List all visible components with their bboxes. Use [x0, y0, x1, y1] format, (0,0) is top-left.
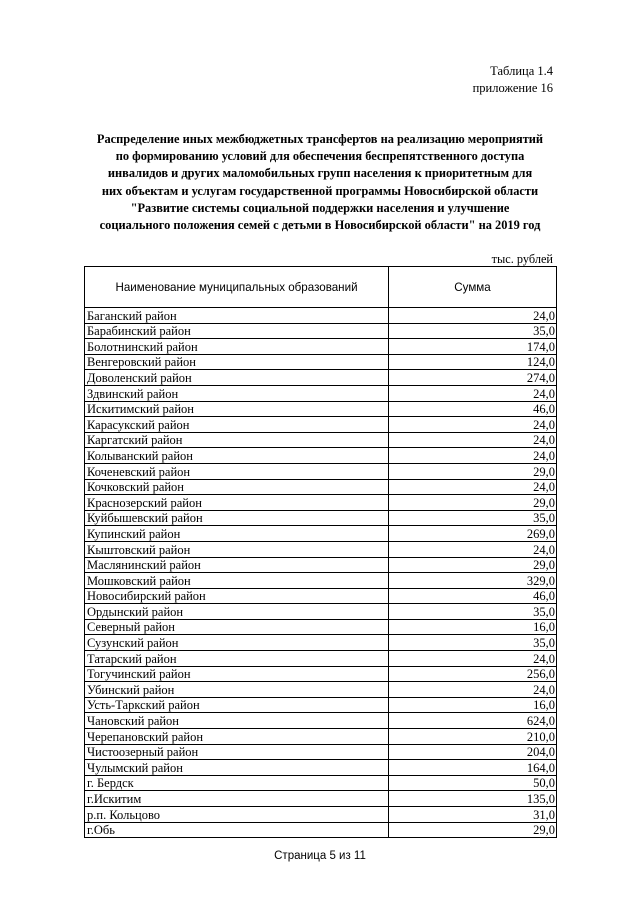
table-row	[85, 417, 557, 433]
title-line: по формированию условий для обеспечения беспрепятственного доступа	[115, 149, 525, 164]
table-row	[85, 510, 557, 526]
municipality-name-cell: Искитимский район	[85, 401, 389, 417]
sum-cell: 624,0	[389, 713, 557, 729]
sum-cell: 24,0	[389, 308, 557, 324]
table-row	[85, 323, 557, 339]
table-number: Таблица 1.4	[490, 64, 553, 78]
sum-cell: 164,0	[389, 760, 557, 776]
municipality-name-cell: Колыванский район	[85, 448, 389, 464]
table-row	[85, 635, 557, 651]
sum-cell: 29,0	[389, 557, 557, 573]
sum-cell: 35,0	[389, 635, 557, 651]
municipality-name-cell: Барабинский район	[85, 323, 389, 339]
table-row	[85, 339, 557, 355]
sum-cell: 24,0	[389, 479, 557, 495]
table-body	[85, 308, 557, 838]
sum-cell: 35,0	[389, 604, 557, 620]
municipality-name-cell: г.Искитим	[85, 791, 389, 807]
municipality-name-cell: Карасукский район	[85, 417, 389, 433]
table-row	[85, 526, 557, 542]
table-row	[85, 807, 557, 823]
document-title	[82, 131, 558, 234]
sum-cell: 16,0	[389, 619, 557, 635]
municipality-name-cell: Убинский район	[85, 682, 389, 698]
sum-cell: 256,0	[389, 666, 557, 682]
sum-cell: 24,0	[389, 651, 557, 667]
sum-cell: 174,0	[389, 339, 557, 355]
sum-cell: 135,0	[389, 791, 557, 807]
sum-cell: 124,0	[389, 354, 557, 370]
sum-cell: 24,0	[389, 385, 557, 401]
table-row	[85, 308, 557, 324]
table-row	[85, 401, 557, 417]
municipality-name-cell: Северный район	[85, 619, 389, 635]
sum-cell: 24,0	[389, 682, 557, 698]
sum-cell: 24,0	[389, 432, 557, 448]
sum-cell: 269,0	[389, 526, 557, 542]
column-header-municipality: Наименование муниципальных образований	[85, 267, 389, 308]
title-line: инвалидов и других маломобильных групп населения к приоритетным для	[107, 166, 533, 181]
municipality-name-cell: Болотнинский район	[85, 339, 389, 355]
sum-cell: 29,0	[389, 495, 557, 511]
sum-cell: 274,0	[389, 370, 557, 386]
municipality-name-cell: Куйбышевский район	[85, 510, 389, 526]
table-row	[85, 432, 557, 448]
table-row	[85, 760, 557, 776]
sum-cell: 329,0	[389, 573, 557, 589]
title-line: них объектам и услугам государственной программы Новосибирской области	[101, 183, 539, 198]
sum-cell: 31,0	[389, 807, 557, 823]
municipality-name-cell: Коченевский район	[85, 463, 389, 479]
municipality-name-cell: Купинский район	[85, 526, 389, 542]
sum-cell: 204,0	[389, 744, 557, 760]
table-row	[85, 651, 557, 667]
municipality-name-cell: Черепановский район	[85, 729, 389, 745]
table-row	[85, 775, 557, 791]
municipality-name-cell: Новосибирский район	[85, 588, 389, 604]
municipality-name-cell: Татарский район	[85, 651, 389, 667]
table-reference	[473, 63, 553, 97]
municipality-name-cell: Ордынский район	[85, 604, 389, 620]
table-row	[85, 354, 557, 370]
table-row	[85, 385, 557, 401]
table-row	[85, 697, 557, 713]
sum-cell: 24,0	[389, 417, 557, 433]
municipality-name-cell: г.Обь	[85, 822, 389, 838]
table-row	[85, 619, 557, 635]
table-row	[85, 744, 557, 760]
municipality-name-cell: Мошковский район	[85, 573, 389, 589]
municipality-name-cell: Баганский район	[85, 308, 389, 324]
municipality-name-cell: Краснозерский район	[85, 495, 389, 511]
sum-cell: 35,0	[389, 323, 557, 339]
appendix-number: приложение 16	[472, 81, 553, 95]
municipality-name-cell: Кочковский район	[85, 479, 389, 495]
table-row	[85, 557, 557, 573]
title-line: социального положения семей с детьми в Новосибирской области" на 2019 год	[99, 218, 541, 233]
municipality-name-cell: р.п. Кольцово	[85, 807, 389, 823]
municipality-name-cell: Маслянинский район	[85, 557, 389, 573]
municipality-name-cell: Доволенский район	[85, 370, 389, 386]
table-row	[85, 666, 557, 682]
municipality-name-cell: Здвинский район	[85, 385, 389, 401]
municipality-name-cell: Каргатский район	[85, 432, 389, 448]
table-row	[85, 604, 557, 620]
municipality-name-cell: Чановский район	[85, 713, 389, 729]
municipality-name-cell: Тогучинский район	[85, 666, 389, 682]
sum-cell: 16,0	[389, 697, 557, 713]
table-row	[85, 479, 557, 495]
table-row	[85, 463, 557, 479]
sum-cell: 46,0	[389, 588, 557, 604]
page-number: Страница 5 из 11	[274, 850, 366, 862]
municipality-name-cell: Сузунский район	[85, 635, 389, 651]
municipality-name-cell: г. Бердск	[85, 775, 389, 791]
municipality-name-cell: Усть-Таркский район	[85, 697, 389, 713]
title-line: "Развитие системы социальной поддержки населения и улучшение	[130, 200, 510, 215]
table-row	[85, 495, 557, 511]
table-header-row	[85, 267, 557, 308]
allocation-table	[84, 266, 557, 838]
municipality-name-cell: Кыштовский район	[85, 541, 389, 557]
sum-cell: 24,0	[389, 541, 557, 557]
table-row	[85, 822, 557, 838]
title-line: Распределение иных межбюджетных трансфертов на реализацию мероприятий	[96, 132, 544, 146]
sum-cell: 35,0	[389, 510, 557, 526]
table-row	[85, 448, 557, 464]
municipality-name-cell: Венгеровский район	[85, 354, 389, 370]
sum-cell: 46,0	[389, 401, 557, 417]
column-header-sum: Сумма	[389, 267, 557, 308]
sum-cell: 29,0	[389, 463, 557, 479]
sum-cell: 24,0	[389, 448, 557, 464]
table-row	[85, 370, 557, 386]
municipality-name-cell: Чистоозерный район	[85, 744, 389, 760]
table-row	[85, 573, 557, 589]
municipality-name-cell: Чулымский район	[85, 760, 389, 776]
table-row	[85, 729, 557, 745]
sum-cell: 50,0	[389, 775, 557, 791]
table-row	[85, 541, 557, 557]
table-row	[85, 713, 557, 729]
sum-cell: 210,0	[389, 729, 557, 745]
table-row	[85, 588, 557, 604]
units-label: тыс. рублей	[491, 252, 553, 266]
table-row	[85, 791, 557, 807]
table-row	[85, 682, 557, 698]
sum-cell: 29,0	[389, 822, 557, 838]
